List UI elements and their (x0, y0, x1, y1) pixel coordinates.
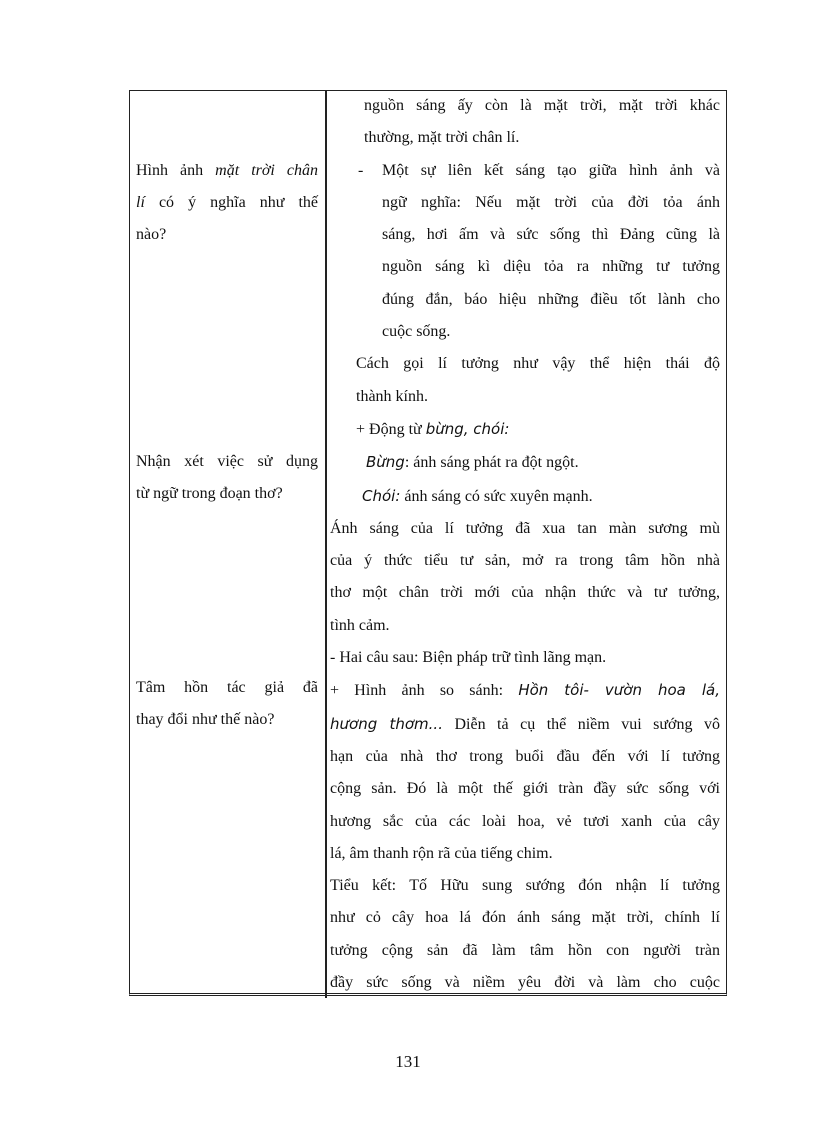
answer-column (330, 90, 720, 999)
q1-text-3: nào? (136, 226, 167, 243)
text-choi: Chói: (362, 486, 401, 505)
text-line: sáng, hơi ấm và sức sống thì Đảng cũng là (382, 226, 720, 244)
text-line: nguồn sáng ấy còn là mặt trời, mặt trời khác (364, 97, 720, 114)
text-line: tưởng cộng sản đã làm tâm hồn con người tràn (330, 941, 720, 959)
question-soul-change (136, 672, 318, 736)
text-bung-def: : ánh sáng phát ra đột ngột. (404, 454, 579, 472)
text-line: ngữ nghĩa: Nếu mặt trời của đời tỏa ánh (382, 193, 720, 211)
text-compare-prefix: + Hình ảnh so sánh: (330, 682, 519, 700)
text-line: hương sắc của các loài hoa, vẻ tươi xanh của cây (330, 812, 720, 830)
text-line: Cách gọi lí tưởng như vậy thể hiện thái độ (356, 355, 720, 373)
text-line: Một sự liên kết sáng tạo giữa hình ảnh và (382, 161, 720, 179)
text-compare-post: Diễn tả cụ thể niềm vui sướng vô (442, 715, 720, 733)
text-line: - Hai câu sau: Biện pháp trữ tình lãng mạn. (330, 649, 607, 667)
column-divider (325, 90, 327, 998)
text-line: lá, âm thanh rộn rã của tiếng chim. (330, 844, 553, 862)
text-line: cộng sản. Đó là một thế giới tràn đầy sức sống với (330, 780, 720, 798)
text-line: đầy sức sống và niềm yêu đời và làm cho cuộc (330, 974, 720, 992)
bullet-block (330, 155, 720, 349)
text-choi-def: ánh sáng có sức xuyên mạnh. (400, 487, 593, 505)
q2-line-1: Nhận xét việc sử dụng (136, 453, 318, 470)
q1-text: Hình ảnh (136, 162, 216, 179)
q2-line-2: từ ngữ trong đoạn thơ? (136, 485, 283, 502)
page-number: 131 (395, 1052, 421, 1071)
text-line: đúng đắn, báo hiệu những điều tốt lành cho (382, 290, 720, 308)
bullet-dash: - (358, 161, 364, 179)
text-line: của ý thức tiểu tư sản, mở ra trong tâm hồn nhà (330, 552, 720, 570)
q1-italic: mặt trời chân (215, 162, 318, 179)
text-bung: Bừng (366, 453, 405, 472)
q1-italic-2: lí (136, 194, 145, 211)
question-sun-image (136, 155, 318, 251)
text-line: cuộc sống. (382, 323, 451, 341)
text-line: nguồn sáng kì diệu tỏa ra những tư tưởng (382, 258, 720, 276)
text-verb-prefix: + Động từ (356, 420, 426, 438)
text-line: thường, mặt trời chân lí. (364, 129, 520, 147)
text-line: thành kính. (356, 387, 428, 405)
text-line: Ánh sáng của lí tưởng đã xua tan màn sương mù (330, 519, 720, 537)
text-line: hạn của nhà thơ trong buổi đầu đến với lí tưởng (330, 747, 720, 765)
q3-line-1: Tâm hồn tác giả đã (136, 679, 318, 696)
text-line: tình cảm. (330, 616, 390, 634)
text-compare-italic-2: hương thơm... (330, 714, 443, 733)
q1-text-2: có ý nghĩa như thế (144, 194, 318, 211)
q3-line-2: thay đổi như thế nào? (136, 711, 275, 728)
text-verb-italic: bừng, chói: (425, 419, 510, 438)
question-word-usage (136, 446, 318, 510)
text-compare-italic: Hồn tôi- vườn hoa lá, (518, 681, 720, 700)
text-line: thơ một chân trời mới của nhận thức và tư tưởng, (330, 584, 720, 602)
text-line: Tiểu kết: Tố Hữu sung sướng đón nhận lí tưởng (330, 877, 720, 895)
text-line: như cỏ cây hoa lá đón ánh sáng mặt trời, chính lí (330, 909, 720, 927)
